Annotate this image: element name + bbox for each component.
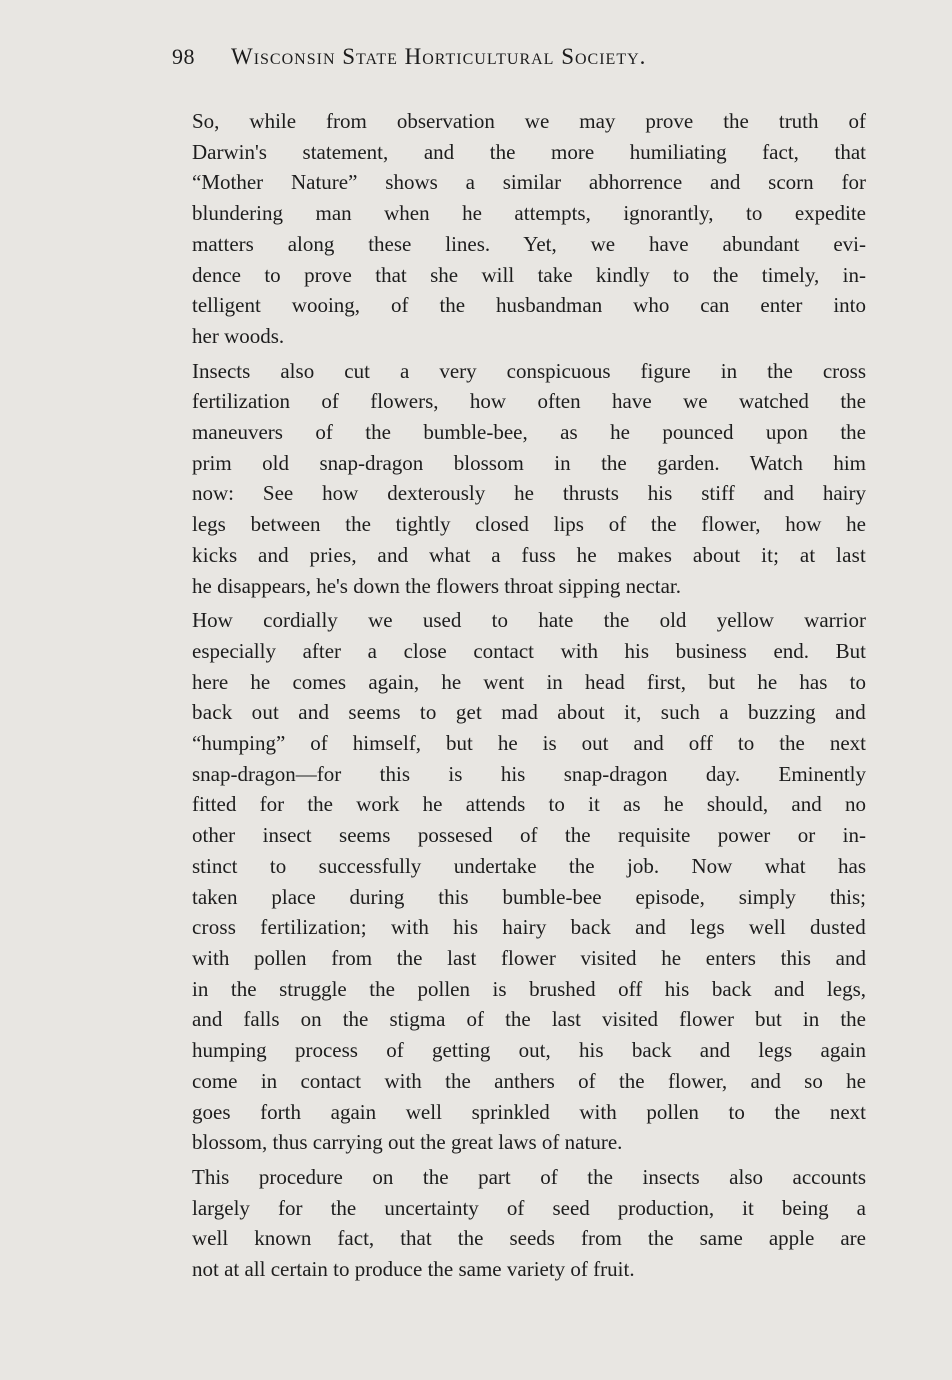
text-line: other insect seems possesed of the requisite power or in- [192, 823, 866, 848]
text-line: maneuvers of the bumble-bee, as he pounced upon the [192, 420, 866, 445]
text-line: humping process of getting out, his back and legs again [192, 1038, 866, 1063]
text-line: dence to prove that she will take kindly to the timely, in- [192, 262, 866, 287]
text-line: fitted for the work he attends to it as he should, and no [192, 792, 866, 817]
text-line: Darwin's statement, and the more humiliating fact, that [192, 139, 866, 164]
text-line: in the struggle the pollen is brushed off his back and legs, [192, 976, 866, 1001]
paragraph-3 [166, 605, 866, 1158]
paragraph-1 [166, 106, 866, 352]
text-line: fertilization of flowers, how often have we watched the [192, 389, 866, 414]
text-line: not at all certain to produce the same variety of fruit. [192, 1257, 635, 1282]
text-line: prim old snap-dragon blossom in the garden. Watch him [192, 450, 866, 475]
page-number: 98 [172, 44, 195, 69]
text-line: “Mother Nature” shows a similar abhorrence and scorn for [192, 170, 866, 195]
text-line: her woods. [192, 323, 285, 348]
text-line: This procedure on the part of the insects also accounts [192, 1164, 866, 1189]
text-line: now: See how dexterously he thrusts his stiff and hairy [192, 481, 866, 506]
text-line: back out and seems to get mad about it, such a buzzing and [192, 700, 866, 725]
text-line: come in contact with the anthers of the flower, and so he [192, 1068, 866, 1093]
text-line: snap-dragon—for this is his snap-dragon day. Eminently [192, 761, 866, 786]
paragraph-2 [166, 356, 866, 602]
text-line: and falls on the stigma of the last visited flower but in the [192, 1007, 866, 1032]
text-line: especially after a close contact with his business end. But [192, 638, 866, 663]
text-line: How cordially we used to hate the old yellow warrior [192, 608, 866, 633]
paragraph-4 [166, 1162, 866, 1285]
text-line: with pollen from the last flower visited he enters this and [192, 945, 866, 970]
text-line: kicks and pries, and what a fuss he makes about it; at last [192, 542, 866, 567]
text-line: blundering man when he attempts, ignorantly, to expedite [192, 201, 866, 226]
text-line: goes forth again well sprinkled with pollen to the next [192, 1099, 866, 1124]
text-line: telligent wooing, of the husbandman who can enter into [192, 293, 866, 318]
text-line: matters along these lines. Yet, we have abundant evi- [192, 231, 866, 256]
text-line: Insects also cut a very conspicuous figure in the cross [192, 358, 866, 383]
text-line: stinct to successfully undertake the job. Now what has [192, 853, 866, 878]
text-line: taken place during this bumble-bee episode, simply this; [192, 884, 866, 909]
text-line: he disappears, he's down the flowers throat sipping nectar. [192, 573, 681, 598]
running-title: Wisconsin State Horticultural Society. [231, 44, 647, 69]
text-line: So, while from observation we may prove the truth of [192, 109, 866, 133]
text-line: legs between the tightly closed lips of the flower, how he [192, 512, 866, 537]
body-text [166, 106, 866, 1289]
text-line: here he comes again, he went in head first, but he has to [192, 669, 866, 694]
text-line: “humping” of himself, but he is out and off to the next [192, 731, 866, 756]
text-line: cross fertilization; with his hairy back and legs well dusted [192, 915, 866, 940]
page-header [172, 44, 812, 70]
text-line: blossom, thus carrying out the great laws of nature. [192, 1130, 623, 1155]
text-line: well known fact, that the seeds from the same apple are [192, 1226, 866, 1251]
text-line: largely for the uncertainty of seed production, it being a [192, 1195, 866, 1220]
